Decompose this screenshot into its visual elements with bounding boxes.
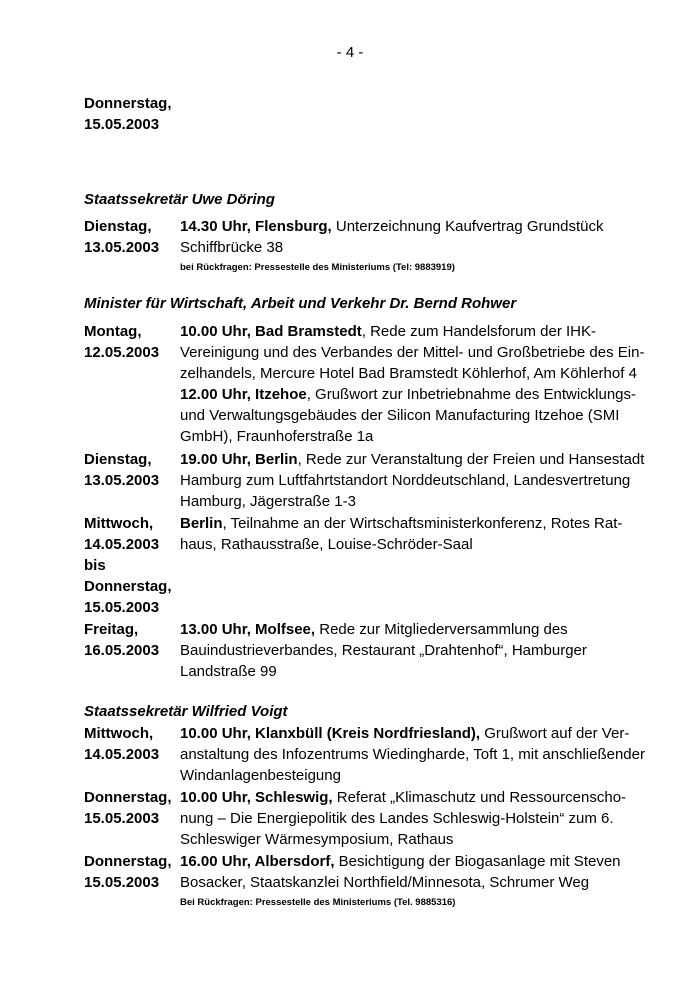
entry-date — [84, 851, 180, 893]
entry-line: Landstraße 99 — [180, 663, 277, 680]
entry-date-value: 15.05.2003 — [84, 874, 160, 891]
schedule-entry — [84, 619, 644, 682]
page-number: - 4 - — [336, 44, 364, 61]
entry-text — [180, 619, 626, 682]
entry-weekday: Montag, — [84, 323, 142, 340]
schedule-entry — [84, 321, 644, 447]
entry-line: Hamburg zum Luftfahrtstandort Norddeutschland, Landesvertretung — [180, 472, 631, 489]
entry-line: Berlin, Teilnahme an der Wirtschaftsministerkonferenz, Rotes Rat- — [180, 515, 623, 532]
entry-line: 14.30 Uhr, Flensburg, Unterzeichnung Kaufvertrag Grundstück — [180, 218, 604, 235]
entry-line: 13.00 Uhr, Molfsee, Rede zur Mitgliederversammlung des — [180, 621, 568, 638]
schedule-entry — [84, 513, 644, 618]
entry-weekday: Mittwoch, — [84, 725, 154, 742]
entry-date — [84, 449, 180, 491]
section-heading: Minister für Wirtschaft, Arbeit und Verkehr Dr. Bernd Rohwer — [84, 295, 517, 312]
entry-date — [84, 321, 180, 363]
contact-note: bei Rückfragen: Pressestelle des Ministeriums (Tel: 9883919) — [180, 262, 455, 273]
entry-date — [84, 723, 180, 765]
schedule-entry — [84, 723, 644, 786]
section-heading: Staatssekretär Uwe Döring — [84, 191, 275, 208]
contact-note: Bei Rückfragen: Pressestelle des Ministeriums (Tel. 9885316) — [180, 897, 456, 908]
entry-text — [180, 216, 626, 258]
top-date-weekday: Donnerstag, — [84, 95, 172, 112]
entry-line: Schleswiger Wärmesymposium, Rathaus — [180, 831, 454, 848]
entry-weekday: Dienstag, — [84, 451, 152, 468]
top-date — [84, 93, 172, 135]
schedule-entry — [84, 449, 644, 512]
entry-date-value: 14.05.2003 — [84, 536, 160, 553]
top-date-date: 15.05.2003 — [84, 116, 160, 133]
entry-text — [180, 851, 626, 893]
entry-line: 10.00 Uhr, Bad Bramstedt, Rede zum Handelsforum der IHK- — [180, 323, 597, 340]
entry-date-value: 12.05.2003 — [84, 344, 160, 361]
entry-date — [84, 619, 180, 661]
entry-date-value: 16.05.2003 — [84, 642, 160, 659]
entry-line: haus, Rathausstraße, Louise-Schröder-Saal — [180, 536, 473, 553]
entry-text — [180, 513, 626, 555]
entry-date-range-word: bis — [84, 557, 106, 574]
entry-line: Bosacker, Staatskanzlei Northfield/Minnesota, Schrumer Weg — [180, 874, 590, 891]
entry-weekday: Mittwoch, — [84, 515, 154, 532]
schedule-entry — [84, 787, 644, 850]
entry-weekday: Dienstag, — [84, 218, 152, 235]
entry-weekday: Donnerstag, — [84, 789, 172, 806]
entry-weekday: Freitag, — [84, 621, 139, 638]
entry-date — [84, 216, 180, 258]
section-heading: Staatssekretär Wilfried Voigt — [84, 703, 288, 720]
entry-line: 16.00 Uhr, Albersdorf, Besichtigung der Biogasanlage mit Steven — [180, 853, 621, 870]
entry-text — [180, 723, 645, 786]
entry-line: GmbH), Fraunhoferstraße 1a — [180, 428, 374, 445]
entry-weekday: Donnerstag, — [84, 578, 172, 595]
entry-line: Bauindustrieverbandes, Restaurant „Drahtenhof“, Hamburger — [180, 642, 587, 659]
entry-line: Hamburg, Jägerstraße 1-3 — [180, 493, 356, 510]
entry-line: zelhandels, Mercure Hotel Bad Bramstedt Köhlerhof, Am Köhlerhof 4 — [180, 365, 637, 382]
entry-line: nung – Die Energiepolitik des Landes Schleswig-Holstein“ zum 6. — [180, 810, 614, 827]
entry-line: Schiffbrücke 38 — [180, 239, 284, 256]
entry-weekday: Donnerstag, — [84, 853, 172, 870]
entry-date-value: 14.05.2003 — [84, 746, 160, 763]
entry-line: Vereinigung und des Verbandes der Mittel- und Großbetriebe des Ein- — [180, 344, 645, 361]
entry-line: 19.00 Uhr, Berlin, Rede zur Veranstaltung der Freien und Hansestadt — [180, 451, 645, 468]
entry-line: 10.00 Uhr, Klanxbüll (Kreis Nordfriesland), Grußwort auf der Ver- — [180, 725, 630, 742]
entry-date — [84, 513, 180, 618]
entry-date-value: 15.05.2003 — [84, 810, 160, 827]
entry-text — [180, 787, 626, 850]
entry-line: 12.00 Uhr, Itzehoe, Grußwort zur Inbetriebnahme des Entwicklungs- — [180, 386, 637, 403]
schedule-entry — [84, 216, 644, 282]
schedule-entry — [84, 851, 644, 917]
entry-text — [180, 449, 645, 512]
entry-line: Windanlagenbesteigung — [180, 767, 341, 784]
entry-date-value: 13.05.2003 — [84, 472, 160, 489]
entry-text — [180, 321, 645, 447]
entry-line: anstaltung des Infozentrums Wiedingharde, Toft 1, mit anschließender — [180, 746, 645, 763]
entry-date-value: 15.05.2003 — [84, 599, 160, 616]
entry-date-value: 13.05.2003 — [84, 239, 160, 256]
entry-date — [84, 787, 180, 829]
entry-line: und Verwaltungsgebäudes der Silicon Manufacturing Itzehoe (SMI — [180, 407, 620, 424]
entry-line: 10.00 Uhr, Schleswig, Referat „Klimaschutz und Ressourcenscho- — [180, 789, 627, 806]
